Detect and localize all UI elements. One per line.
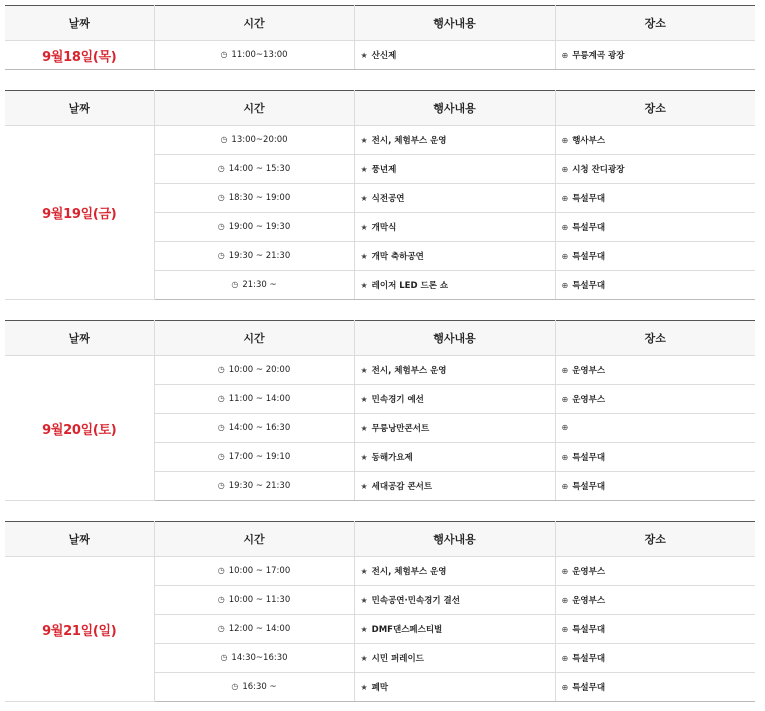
event-cell — [354, 644, 555, 673]
star-icon: ★ — [360, 223, 368, 232]
time-text: 11:00 ~ 14:00 — [228, 394, 291, 404]
star-icon: ★ — [360, 194, 368, 203]
header-place: 장소 — [555, 6, 755, 41]
header-time: 시간 — [154, 91, 354, 126]
header-event: 행사내용 — [354, 91, 555, 126]
header-place: 장소 — [555, 321, 755, 356]
event-text: DMF댄스페스티벌 — [371, 625, 443, 635]
time-text: 10:00 ~ 17:00 — [228, 566, 291, 576]
place-text: 특설무대 — [572, 252, 606, 262]
event-cell — [354, 385, 555, 414]
place-cell — [555, 385, 755, 414]
place-cell — [555, 472, 755, 501]
star-icon: ★ — [360, 683, 368, 692]
time-text: 21:30 ~ — [242, 280, 277, 290]
time-cell — [154, 586, 354, 615]
place-text: 운영부스 — [572, 395, 606, 405]
time-cell — [154, 41, 354, 70]
place-text: 특설무대 — [572, 223, 606, 233]
place-cell — [555, 356, 755, 385]
event-text: 레이저 LED 드론 쇼 — [371, 281, 449, 291]
location-icon: ⊕ — [561, 252, 569, 261]
event-cell — [354, 673, 555, 702]
place-cell — [555, 586, 755, 615]
date-cell: 9월20일(토) — [5, 356, 154, 501]
header-place: 장소 — [555, 522, 755, 557]
header-row — [5, 91, 755, 126]
star-icon: ★ — [360, 51, 368, 60]
event-cell — [354, 557, 555, 586]
event-cell — [354, 184, 555, 213]
event-text: 산신제 — [371, 51, 397, 61]
place-cell — [555, 443, 755, 472]
star-icon: ★ — [360, 366, 368, 375]
event-text: 식전공연 — [371, 194, 405, 204]
schedule-table-day-4 — [5, 521, 755, 702]
event-cell — [354, 356, 555, 385]
event-cell — [354, 443, 555, 472]
place-cell — [555, 414, 755, 443]
event-text: 전시, 체험부스 운영 — [371, 567, 447, 577]
header-row — [5, 321, 755, 356]
place-text: 특설무대 — [572, 281, 606, 291]
location-icon: ⊕ — [561, 567, 569, 576]
time-text: 10:00 ~ 20:00 — [228, 365, 291, 375]
time-text: 19:00 ~ 19:30 — [228, 222, 291, 232]
header-row — [5, 6, 755, 41]
event-text: 풍년제 — [371, 165, 397, 175]
time-text: 12:00 ~ 14:00 — [228, 624, 291, 634]
table-row — [5, 126, 755, 155]
event-cell — [354, 586, 555, 615]
star-icon: ★ — [360, 567, 368, 576]
place-cell — [555, 271, 755, 300]
time-cell — [154, 126, 354, 155]
clock-icon: ◷ — [217, 566, 225, 575]
place-text: 특설무대 — [572, 194, 606, 204]
time-cell — [154, 443, 354, 472]
location-icon: ⊕ — [561, 423, 569, 432]
location-icon: ⊕ — [561, 453, 569, 462]
time-text: 14:00 ~ 15:30 — [228, 164, 291, 174]
date-cell: 9월18일(목) — [5, 41, 154, 70]
event-text: 민속경기 예선 — [371, 395, 424, 405]
star-icon: ★ — [360, 165, 368, 174]
time-cell — [154, 673, 354, 702]
place-cell — [555, 155, 755, 184]
table-row — [5, 356, 755, 385]
event-text: 민속공연·민속경기 결선 — [371, 596, 460, 606]
location-icon: ⊕ — [561, 654, 569, 663]
event-cell — [354, 155, 555, 184]
time-text: 11:00~13:00 — [231, 50, 288, 60]
header-time: 시간 — [154, 6, 354, 41]
place-text: 특설무대 — [572, 625, 606, 635]
location-icon: ⊕ — [561, 223, 569, 232]
star-icon: ★ — [360, 281, 368, 290]
time-cell — [154, 644, 354, 673]
event-text: 개막 축하공연 — [371, 252, 424, 262]
place-cell — [555, 644, 755, 673]
star-icon: ★ — [360, 395, 368, 404]
clock-icon: ◷ — [217, 624, 225, 633]
star-icon: ★ — [360, 596, 368, 605]
location-icon: ⊕ — [561, 482, 569, 491]
time-cell — [154, 414, 354, 443]
place-cell — [555, 673, 755, 702]
header-row — [5, 522, 755, 557]
time-cell — [154, 615, 354, 644]
place-text: 운영부스 — [572, 596, 606, 606]
header-event: 행사내용 — [354, 6, 555, 41]
star-icon: ★ — [360, 136, 368, 145]
event-text: 동해가요제 — [371, 453, 413, 463]
clock-icon: ◷ — [220, 653, 228, 662]
time-text: 19:30 ~ 21:30 — [228, 481, 291, 491]
time-text: 18:30 ~ 19:00 — [228, 193, 291, 203]
header-place: 장소 — [555, 91, 755, 126]
time-cell — [154, 557, 354, 586]
place-cell — [555, 213, 755, 242]
clock-icon: ◷ — [217, 222, 225, 231]
header-date: 날짜 — [5, 6, 154, 41]
clock-icon: ◷ — [217, 365, 225, 374]
star-icon: ★ — [360, 424, 368, 433]
event-cell — [354, 271, 555, 300]
time-cell — [154, 472, 354, 501]
clock-icon: ◷ — [220, 50, 228, 59]
clock-icon: ◷ — [217, 481, 225, 490]
header-time: 시간 — [154, 321, 354, 356]
star-icon: ★ — [360, 625, 368, 634]
place-text: 특설무대 — [572, 654, 606, 664]
clock-icon: ◷ — [220, 135, 228, 144]
star-icon: ★ — [360, 654, 368, 663]
event-cell — [354, 414, 555, 443]
place-cell — [555, 184, 755, 213]
event-cell — [354, 242, 555, 271]
clock-icon: ◷ — [231, 682, 239, 691]
date-cell: 9월21일(일) — [5, 557, 154, 702]
header-event: 행사내용 — [354, 522, 555, 557]
place-cell — [555, 126, 755, 155]
place-text: 운영부스 — [572, 567, 606, 577]
table-row — [5, 557, 755, 586]
header-date: 날짜 — [5, 91, 154, 126]
event-text: 무릉낭만콘서트 — [371, 424, 430, 434]
time-text: 17:00 ~ 19:10 — [228, 452, 291, 462]
location-icon: ⊕ — [561, 51, 569, 60]
event-text: 개막식 — [371, 223, 397, 233]
table-row — [5, 41, 755, 70]
header-date: 날짜 — [5, 321, 154, 356]
location-icon: ⊕ — [561, 683, 569, 692]
place-cell — [555, 242, 755, 271]
place-cell — [555, 41, 755, 70]
event-cell — [354, 126, 555, 155]
time-cell — [154, 242, 354, 271]
clock-icon: ◷ — [231, 280, 239, 289]
time-text: 13:00~20:00 — [231, 135, 288, 145]
star-icon: ★ — [360, 252, 368, 261]
place-text: 특설무대 — [572, 453, 606, 463]
place-text: 운영부스 — [572, 366, 606, 376]
schedule-table-day-2 — [5, 90, 755, 300]
schedule-table-day-1 — [5, 5, 755, 70]
location-icon: ⊕ — [561, 136, 569, 145]
location-icon: ⊕ — [561, 366, 569, 375]
place-text: 행사부스 — [572, 136, 606, 146]
location-icon: ⊕ — [561, 194, 569, 203]
location-icon: ⊕ — [561, 165, 569, 174]
time-cell — [154, 184, 354, 213]
event-cell — [354, 615, 555, 644]
event-text: 시민 퍼레이드 — [371, 654, 424, 664]
time-cell — [154, 356, 354, 385]
location-icon: ⊕ — [561, 625, 569, 634]
time-cell — [154, 213, 354, 242]
time-cell — [154, 385, 354, 414]
time-text: 14:00 ~ 16:30 — [228, 423, 291, 433]
event-cell — [354, 472, 555, 501]
time-text: 14:30~16:30 — [231, 653, 288, 663]
time-text: 10:00 ~ 11:30 — [228, 595, 291, 605]
place-text: 무릉계곡 광장 — [572, 51, 625, 61]
location-icon: ⊕ — [561, 596, 569, 605]
star-icon: ★ — [360, 482, 368, 491]
event-text: 전시, 체험부스 운영 — [371, 136, 447, 146]
date-cell: 9월19일(금) — [5, 126, 154, 300]
place-text: 특설무대 — [572, 482, 606, 492]
event-text: 세대공감 콘서트 — [371, 482, 433, 492]
event-text: 전시, 체험부스 운영 — [371, 366, 447, 376]
clock-icon: ◷ — [217, 193, 225, 202]
place-cell — [555, 615, 755, 644]
clock-icon: ◷ — [217, 164, 225, 173]
time-cell — [154, 155, 354, 184]
time-cell — [154, 271, 354, 300]
clock-icon: ◷ — [217, 423, 225, 432]
event-cell — [354, 213, 555, 242]
time-text: 16:30 ~ — [242, 682, 277, 692]
clock-icon: ◷ — [217, 394, 225, 403]
header-date: 날짜 — [5, 522, 154, 557]
place-text: 시청 잔디광장 — [572, 165, 625, 175]
location-icon: ⊕ — [561, 281, 569, 290]
clock-icon: ◷ — [217, 595, 225, 604]
schedule-table-day-3 — [5, 320, 755, 501]
star-icon: ★ — [360, 453, 368, 462]
place-cell — [555, 557, 755, 586]
clock-icon: ◷ — [217, 251, 225, 260]
clock-icon: ◷ — [217, 452, 225, 461]
location-icon: ⊕ — [561, 395, 569, 404]
place-text: 특설무대 — [572, 683, 606, 693]
header-event: 행사내용 — [354, 321, 555, 356]
event-text: 폐막 — [371, 683, 389, 693]
event-cell — [354, 41, 555, 70]
time-text: 19:30 ~ 21:30 — [228, 251, 291, 261]
header-time: 시간 — [154, 522, 354, 557]
